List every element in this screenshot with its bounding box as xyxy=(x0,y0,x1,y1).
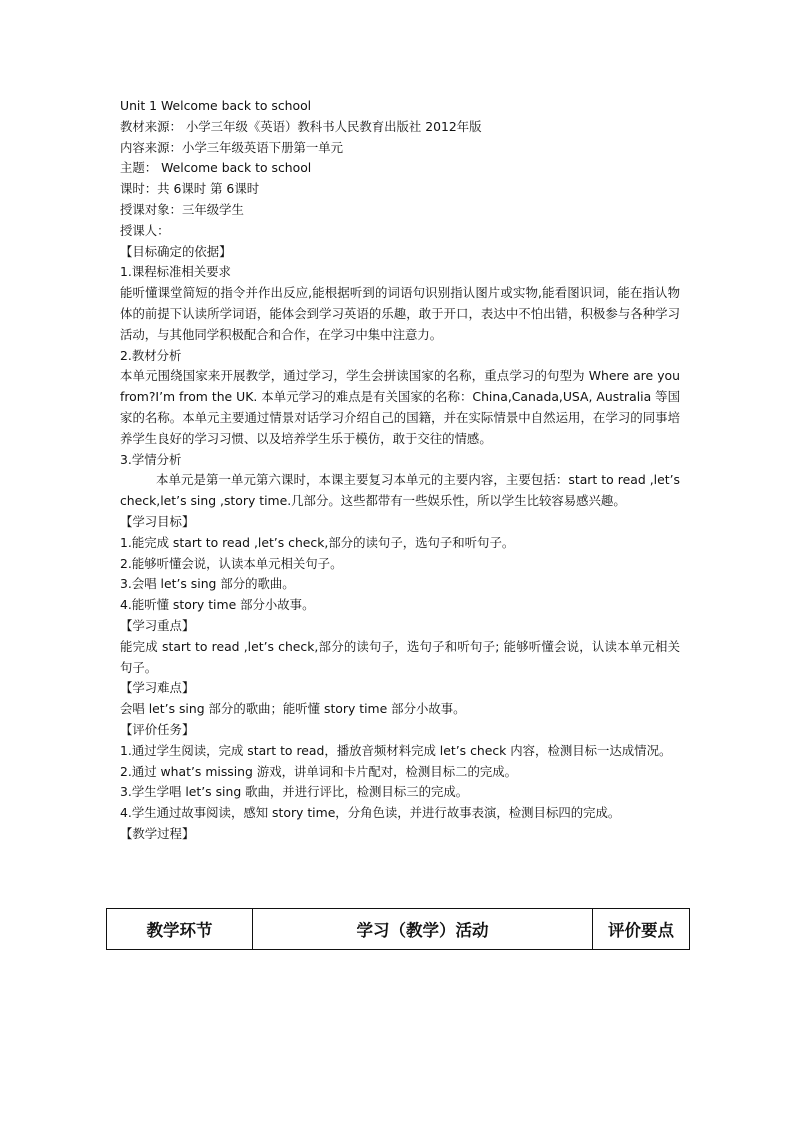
topic: 主题： Welcome back to school xyxy=(120,160,312,176)
standard-heading: 1.课程标准相关要求 xyxy=(120,264,231,280)
audience: 授课对象：三年级学生 xyxy=(120,201,244,217)
doc-title: Unit 1 Welcome back to school xyxy=(120,98,312,113)
key-text: 能完成 start to read ,let’s check,部分的读句子，选句子和听句子; 能够听懂会说，认读本单元相关句子。 xyxy=(120,638,680,675)
goals-heading: 【学习目标】 xyxy=(120,513,195,529)
tasks-heading: 【评价任务】 xyxy=(120,721,195,737)
standard-text: 能听懂课堂简短的指令并作出反应,能根据听到的词语句识别指认图片或实物,能看图识词，能在指认物体的前提下认读所学词语，能体会到学习英语的乐趣，敢于开口，表达中不怕出错，积极参与各种学习活动，与其他同学积极配合和合作，在学习中集中注意力。 xyxy=(120,285,680,342)
learner-heading: 3.学情分析 xyxy=(120,451,182,467)
teaching-process-table xyxy=(106,908,690,950)
learner-text: 本单元是第一单元第六课时，本课主要复习本单元的主要内容，主要包括：start to read ,let’s check,let’s sing ,story time.几部分。这些都带有一些娱乐性，所以学生比较容易感兴趣。 xyxy=(120,472,680,509)
key-heading: 【学习重点】 xyxy=(120,617,195,633)
basis-heading: 【目标确定的依据】 xyxy=(120,243,232,259)
header-teaching-stage: 教学环节 xyxy=(107,909,253,950)
goal-item: 2.能够听懂会说，认读本单元相关句子。 xyxy=(120,555,343,571)
textbook-source: 教材来源： 小学三年级《英语）教科书人民教育出版社 2012年版 xyxy=(120,118,482,134)
task-item: 4.学生通过故事阅读，感知 story time，分角色读，并进行故事表演，检测目标四的完成。 xyxy=(120,805,621,821)
task-item: 3.学生学唱 let’s sing 歌曲，并进行评比，检测目标三的完成。 xyxy=(120,784,469,800)
header-learning-activity: 学习（教学）活动 xyxy=(253,909,593,950)
material-heading: 2.教材分析 xyxy=(120,347,182,363)
difficulty-text: 会唱 let’s sing 部分的歌曲；能听懂 story time 部分小故事。 xyxy=(120,701,466,717)
teacher: 授课人： xyxy=(120,222,170,238)
task-item: 2.通过 what’s missing 游戏，讲单词和卡片配对，检测目标二的完成。 xyxy=(120,763,518,779)
goal-item: 3.会唱 let’s sing 部分的歌曲。 xyxy=(120,576,295,592)
table-header-row xyxy=(107,909,690,950)
header-evaluation-points: 评价要点 xyxy=(593,909,690,950)
content-source: 内容来源：小学三年级英语下册第一单元 xyxy=(120,139,344,155)
process-heading: 【教学过程】 xyxy=(120,825,195,841)
task-item: 1.通过学生阅读，完成 start to read，播放音频材料完成 let’s check 内容，检测目标一达成情况。 xyxy=(120,742,672,758)
document-body xyxy=(120,96,680,845)
difficulty-heading: 【学习难点】 xyxy=(120,680,195,696)
goal-item: 1.能完成 start to read ,let’s check,部分的读句子，选句子和听句子。 xyxy=(120,534,515,550)
goal-item: 4.能听懂 story time 部分小故事。 xyxy=(120,597,315,613)
periods: 课时：共 6课时 第 6课时 xyxy=(120,181,260,197)
material-text: 本单元围绕国家来开展教学，通过学习，学生会拼读国家的名称，重点学习的句型为 Where are you from?I’m from the UK. 本单元学习的难点是有关国家的名称：China,Canada,USA, Australia 等国家的名称。本单元主要通过情景对话学习介绍自己的国籍，并在实际情景中自然运用，在学习的同事培养学生良好的学习习惯、以及培养学生乐于模仿，敢于交往的情感。 xyxy=(120,368,680,446)
